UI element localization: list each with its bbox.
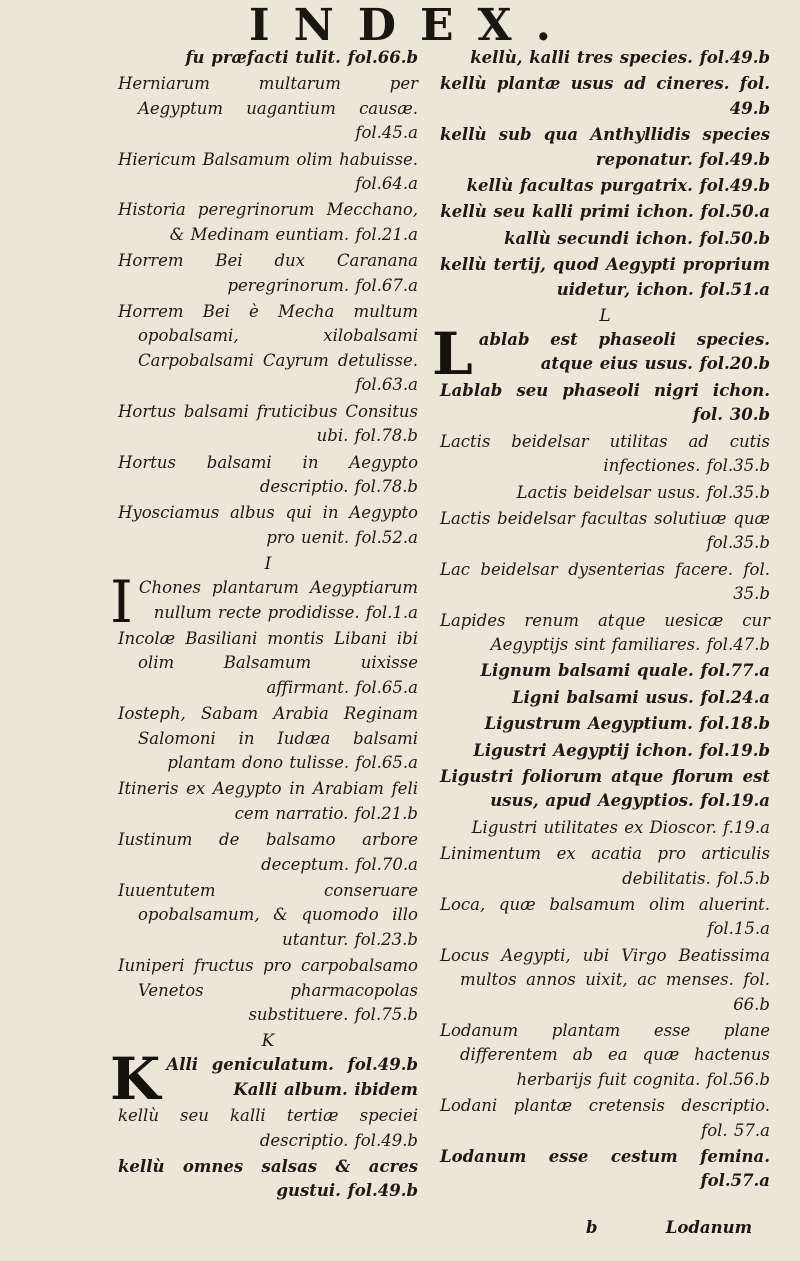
index-entry-text: Chones plantarum Aegyptiarum nullum recte prodidisse. fol.1.a — [138, 578, 418, 622]
index-entry-text: kellù omnes salsas & acres gustui. fol.49.b — [118, 1157, 418, 1201]
index-entry — [118, 300, 418, 398]
index-entry — [440, 227, 770, 251]
index-entry — [118, 400, 418, 449]
index-entry-text: Iustinum de balsamo arbore deceptum. fol.70.a — [118, 830, 418, 874]
index-entry-text: Ligustri foliorum atque florum est usus, apud Aegyptios. fol.19.a — [440, 766, 770, 811]
index-entry-text: Hyosciamus albus qui in Aegypto pro uenit. fol.52.a — [118, 503, 418, 547]
signature-mark: b — [586, 1218, 598, 1237]
drop-cap-initial: K — [110, 1045, 161, 1114]
index-entry — [440, 200, 770, 224]
index-entry-text: ablab est phaseoli species. atque eius usus. fol.20.b — [478, 330, 770, 374]
index-entry — [440, 842, 770, 891]
index-entry-text: kellù seu kalli tertiæ speciei descriptio. fol.49.b — [118, 1106, 418, 1150]
section-letter-heading: I — [264, 554, 272, 575]
index-entry-text: Alli geniculatum. fol.49.b Kalli album. ibidem — [166, 1055, 418, 1099]
index-entry-text: Lac beidelsar dysenterias facere. fol. 35.b — [440, 559, 770, 604]
index-entry-text: Loca, quæ balsamum olim aluerint. fol.15.a — [440, 895, 770, 939]
page-title: INDEX. — [249, 0, 575, 51]
drop-cap-initial: L — [432, 320, 473, 389]
index-entry — [440, 174, 770, 198]
index-entry — [110, 1045, 418, 1114]
index-entry — [118, 249, 418, 298]
index-entry-text: Lactis beidelsar facultas solutiuæ quæ fol.35.b — [440, 508, 770, 553]
index-entry — [440, 507, 770, 556]
index-entry-text: kellù tertij, quod Aegypti proprium uidetur, ichon. fol.51.a — [440, 255, 770, 299]
index-entry-text: Incolæ Basiliani montis Libani ibi olim Balsamum uixisse affirmant. fol.65.a — [118, 628, 418, 697]
index-entry — [440, 253, 770, 302]
index-entry-text: Ligustri Aegyptij ichon. fol.19.b — [473, 740, 770, 760]
index-entry — [440, 765, 770, 814]
index-entry — [118, 702, 418, 775]
index-entry-text: kellù facultas purgatrix. fol.49.b — [466, 176, 770, 196]
index-entry-text: Itineris ex Aegypto in Arabiam feli cem narratio. fol.21.b — [118, 779, 418, 823]
index-entry-text: kellù sub qua Anthyllidis species reponatur. fol.49.b — [440, 125, 770, 169]
index-entry — [118, 777, 418, 826]
index-entry — [118, 198, 418, 247]
index-entry-text: Lodani plantæ cretensis descriptio. fol. 57.a — [440, 1096, 770, 1140]
index-entry-text: Horrem Bei dux Caranana peregrinorum. fol.67.a — [118, 251, 418, 295]
section-letter-heading: K — [261, 1031, 275, 1052]
index-entry — [440, 72, 770, 121]
index-entry-text: Lapides renum atque uesicæ cur Aegyptijs sint familiares. fol.47.b — [440, 610, 770, 654]
index-entry-text: kallù secundi ichon. fol.50.b — [504, 228, 770, 248]
index-entry — [118, 1155, 418, 1204]
index-entry — [440, 558, 770, 607]
index-entry — [440, 893, 770, 942]
index-entry — [432, 320, 770, 389]
index-entry-text: Historia peregrinorum Mecchano, & Medinam euntiam. fol.21.a — [118, 200, 418, 244]
index-entry — [110, 568, 418, 637]
index-column-right — [432, 46, 770, 1196]
drop-cap-initial: I — [110, 568, 133, 637]
index-entry-text: Linimentum ex acatia pro articulis debilitatis. fol.5.b — [440, 844, 770, 888]
index-entry-text: Lablab seu phaseoli nigri ichon. fol. 30.b — [440, 380, 770, 425]
index-entry-text: Hiericum Balsamum olim habuisse. fol.64.a — [118, 149, 418, 194]
index-entry — [440, 712, 770, 736]
index-entry-text: Locus Aegypti, ubi Virgo Beatissima multos annos uixit, ac menses. fol. 66.b — [440, 945, 770, 1014]
index-entry-text: Horrem Bei è Mecha multum opobalsami, xilobalsami Carpobalsami Cayrum detulisse. fol.63.a — [118, 302, 418, 395]
index-entry — [118, 1104, 418, 1153]
index-entry — [118, 627, 418, 700]
index-entry-text: Ligustri utilitates ex Dioscor. f.19.a — [471, 817, 770, 837]
index-entry-text: Iuuentutem conseruare opobalsamum, & quomodo illo utantur. fol.23.b — [118, 881, 418, 949]
index-entry — [440, 659, 770, 683]
index-entry-text: Iosteph, Sabam Arabia Reginam Salomoni in Iudæa balsami plantam dono tulisse. fol.65.a — [118, 704, 418, 772]
index-entry — [118, 879, 418, 952]
index-entry-text: kellù seu kalli primi ichon. fol.50.a — [440, 202, 770, 222]
index-entry — [440, 46, 770, 70]
index-entry — [440, 1145, 770, 1194]
index-entry — [440, 123, 770, 172]
index-entry-text: Iuniperi fructus pro carpobalsamo Venetos pharmacopolas substituere. fol.75.b — [118, 956, 418, 1025]
index-entry-text: Hortus balsami in Aegypto descriptio. fol.78.b — [118, 452, 418, 496]
index-entry-text: fu præfacti tulit. fol.66.b — [185, 48, 418, 67]
index-entry — [118, 828, 418, 877]
index-entry — [440, 739, 770, 763]
catchword: Lodanum — [665, 1218, 753, 1237]
index-entry — [118, 501, 418, 550]
index-entry-text: Lodanum esse cestum femina. fol.57.a — [440, 1147, 770, 1191]
index-entry-text: kellù, kalli tres species. fol.49.b — [470, 48, 770, 67]
index-entry-text: Hortus balsami fruticibus Consitus ubi. fol.78.b — [118, 401, 418, 446]
index-entry — [440, 686, 770, 710]
index-entry — [118, 46, 418, 70]
index-entry — [440, 944, 770, 1017]
page-footer — [586, 1216, 786, 1240]
index-column-left — [110, 46, 418, 1206]
index-entry — [118, 148, 418, 197]
index-entry — [440, 609, 770, 658]
index-entry — [440, 816, 770, 840]
section-letter-heading: L — [599, 306, 611, 327]
index-entry-text: Lignum balsami quale. fol.77.a — [480, 661, 770, 681]
index-entry — [440, 1094, 770, 1143]
index-entry-text: Lodanum plantam esse plane differentem ab ea quæ hactenus herbarijs fuit cognita. fol.56.b — [440, 1021, 770, 1089]
index-entry — [118, 451, 418, 500]
index-entry-text: Ligustrum Aegyptium. fol.18.b — [484, 714, 770, 734]
index-entry-text: Ligni balsami usus. fol.24.a — [512, 687, 770, 707]
index-entry-text: Lactis beidelsar utilitas ad cutis infectiones. fol.35.b — [440, 431, 770, 476]
index-entry — [440, 379, 770, 428]
index-entry-text: kellù plantæ usus ad cineres. fol. 49.b — [440, 74, 770, 118]
index-entry — [440, 1019, 770, 1092]
index-entry — [440, 481, 770, 505]
index-entry — [440, 430, 770, 479]
index-entry-text: Herniarum multarum per Aegyptum uagantium causæ. fol.45.a — [118, 74, 418, 143]
index-entry-text: Lactis beidelsar usus. fol.35.b — [516, 482, 770, 502]
index-entry — [118, 72, 418, 145]
index-entry — [118, 954, 418, 1027]
